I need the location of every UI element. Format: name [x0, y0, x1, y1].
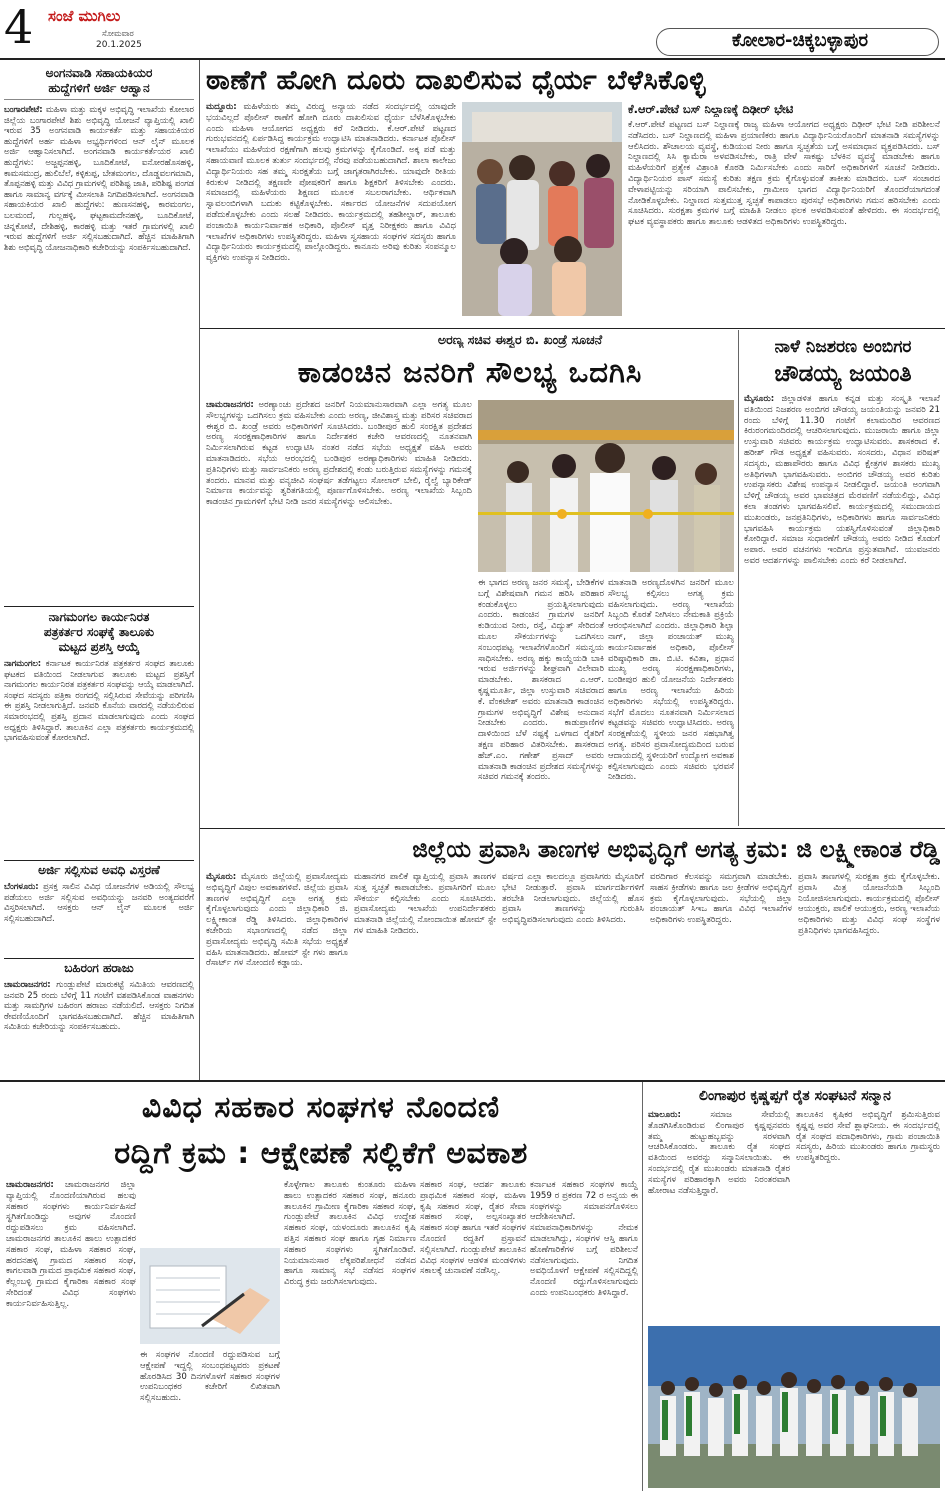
coop-headline-2: ರದ್ದಿಗೆ ಕ್ರಮ : ಆಕ್ಷೇಪಣೆ ಸಲ್ಲಿಕೆಗೆ ಅವಕಾಶ	[114, 1136, 528, 1171]
sidebar-notice-3	[4, 863, 194, 955]
tourism-col-5: ಪ್ರವಾಸಿ ತಾಣಗಳಲ್ಲಿ ಸುರಕ್ಷತಾ ಕ್ರಮ ಕೈಗೊಳ್ಳಬೇಕು. ಪ್ರವಾಸಿ ಮಿತ್ರ ಯೋಜನೆಯಡಿ ಸಿಬ್ಬಂದಿ ನಿಯೋಜಿಸಲಾಗುವುದು. ಕಾರ್ಯಕ್ರಮದಲ್ಲಿ ಪೊಲೀಸ್ ಆಯುಕ್ತರು, ಪಾಲಿಕೆ ಆಯುಕ್ತರು, ಅರಣ್ಯ ಇಲಾಖೆಯ ಅಧಿಕಾರಿಗಳು ಮತ್ತು ವಿವಿಧ ಸಂಘ ಸಂಸ್ಥೆಗಳ ಪ್ರತಿನಿಧಿಗಳು ಭಾಗವಹಿಸಿದ್ದರು.	[798, 872, 940, 936]
sidebar-notice-1	[4, 64, 194, 604]
notice-body-3: ಬೆಂಗಳೂರು: ಪ್ರಸಕ್ತ ಸಾಲಿನ ವಿವಿಧ ಯೋಜನೆಗಳ ಅಡಿಯಲ್ಲಿ ಸೌಲಭ್ಯ ಪಡೆಯಲು ಅರ್ಜಿ ಸಲ್ಲಿಸುವ ಅವಧಿಯನ್ನು ಜನವರಿ ಅಂತ್ಯದವರೆಗೆ ವಿಸ್ತರಿಸಲಾಗಿದೆ. ಆಸಕ್ತರು ಆನ್ ಲೈನ್ ಮೂಲಕ ಅರ್ಜಿ ಸಲ್ಲಿಸಬಹುದಾಗಿದೆ.	[4, 881, 194, 923]
police-photo	[462, 102, 622, 316]
police-side-body: ಕೆ.ಆರ್.ಪೇಟೆ ಪಟ್ಟಣದ ಬಸ್ ನಿಲ್ದಾಣಕ್ಕೆ ರಾಜ್ಯ ಮಹಿಳಾ ಆಯೋಗದ ಅಧ್ಯಕ್ಷರು ದಿಢೀರ್ ಭೇಟಿ ನೀಡಿ ಪರಿಶೀಲನೆ ನಡೆಸಿದರು. ಬಸ್ ನಿಲ್ದಾಣದಲ್ಲಿ ಮಹಿಳಾ ಪ್ರಯಾಣಿಕರು ಹಾಗೂ ವಿದ್ಯಾರ್ಥಿನಿಯರೊಂದಿಗೆ ಮಾತನಾಡಿ ಸಮಸ್ಯೆಗಳನ್ನು ಆಲಿಸಿದರು. ಶೌಚಾಲಯ ವ್ಯವಸ್ಥೆ, ಕುಡಿಯುವ ನೀರು ಹಾಗೂ ಸ್ವಚ್ಛತೆಯ ಬಗ್ಗೆ ಅಸಮಾಧಾನ ವ್ಯಕ್ತಪಡಿಸಿದರು. ಬಸ್ ನಿಲ್ದಾಣದಲ್ಲಿ ಸಿಸಿ ಕ್ಯಾಮೆರಾ ಅಳವಡಿಸಬೇಕು, ರಾತ್ರಿ ವೇಳೆ ಸಾಕಷ್ಟು ಬೆಳಕಿನ ವ್ಯವಸ್ಥೆ ಮಾಡಬೇಕು ಹಾಗೂ ಮಹಿಳೆಯರಿಗೆ ಪ್ರತ್ಯೇಕ ವಿಶ್ರಾಂತಿ ಕೊಠಡಿ ನಿರ್ಮಿಸಬೇಕು ಎಂದು ಸಾರಿಗೆ ಅಧಿಕಾರಿಗಳಿಗೆ ಸೂಚನೆ ನೀಡಿದರು. ವಿದ್ಯಾರ್ಥಿನಿಯರ ಪಾಸ್ ಸಮಸ್ಯೆ ಕುರಿತು ತಕ್ಷಣ ಕ್ರಮ ಕೈಗೊಳ್ಳುವಂತೆ ತಾಕೀತು ಮಾಡಿದರು. ಬಸ್ ಸಂಚಾರದ ವೇಳಾಪಟ್ಟಿಯನ್ನು ಸರಿಯಾಗಿ ಪಾಲಿಸಬೇಕು, ಗ್ರಾಮೀಣ ಭಾಗದ ವಿದ್ಯಾರ್ಥಿನಿಯರಿಗೆ ತೊಂದರೆಯಾಗದಂತೆ ನೋಡಿಕೊಳ್ಳಬೇಕು. ನಿಲ್ದಾಣದ ಸುತ್ತಮುತ್ತ ಸ್ವಚ್ಛತೆ ಕಾಪಾಡಲು ಪುರಸಭೆ ಅಧಿಕಾರಿಗಳು ಗಮನ ಹರಿಸಬೇಕು ಎಂದು ಸೂಚಿಸಿದರು. ಸುರಕ್ಷತಾ ಕ್ರಮಗಳ ಬಗ್ಗೆ ಮಾಹಿತಿ ನೀಡಲು ಫಲಕ ಅಳವಡಿಸುವಂತೆ ಹೇಳಿದರು. ಈ ಸಂದರ್ಭದಲ್ಲಿ ಘಟಕ ವ್ಯವಸ್ಥಾಪಕರು ಹಾಗೂ ತಾಲೂಕು ಆಡಳಿತದ ಅಧಿಕಾರಿಗಳು ಉಪಸ್ಥಿತರಿದ್ದರು.	[628, 120, 940, 228]
forest-photo	[478, 400, 734, 572]
forest-col-3: ಮಾತನಾಡಿ ಅರಣ್ಯದೊಳಗಿನ ಜನರಿಗೆ ಮೂಲ ಸೌಲಭ್ಯ ಕಲ್ಪಿಸಲು ಅಗತ್ಯ ಕ್ರಮ ವಹಿಸಲಾಗುವುದು. ಅರಣ್ಯ ಇಲಾಖೆಯ ಸಿಬ್ಬಂದಿ ಕೊರತೆ ನೀಗಿಸಲು ನೇಮಕಾತಿ ಪ್ರಕ್ರಿಯೆ ಆರಂಭಿಸಲಾಗಿದೆ ಎಂದರು. ಜಿಲ್ಲಾಧಿಕಾರಿ ಶಿಲ್ಪಾ ನಾಗ್, ಜಿಲ್ಲಾ ಪಂಚಾಯತ್ ಮುಖ್ಯ ಕಾರ್ಯನಿರ್ವಾಹಕ ಅಧಿಕಾರಿ, ಪೊಲೀಸ್ ವರಿಷ್ಠಾಧಿಕಾರಿ ಡಾ. ಬಿ.ಟಿ. ಕವಿತಾ, ಪ್ರಧಾನ ಮುಖ್ಯ ಅರಣ್ಯ ಸಂರಕ್ಷಣಾಧಿಕಾರಿಗಳು, ಬಂಡೀಪುರ ಹುಲಿ ಯೋಜನೆಯ ನಿರ್ದೇಶಕರು ಹಾಗೂ ಅರಣ್ಯ ಇಲಾಖೆಯ ಹಿರಿಯ ಅಧಿಕಾರಿಗಳು ಸಭೆಯಲ್ಲಿ ಉಪಸ್ಥಿತರಿದ್ದರು. ಸಭೆಗೆ ಮೊದಲು ನೂತನವಾಗಿ ನಿರ್ಮಿಸಲಾದ ಕಟ್ಟಡವನ್ನು ಸಚಿವರು ಉದ್ಘಾಟಿಸಿದರು. ಅರಣ್ಯ ಸಂರಕ್ಷಣೆಯಲ್ಲಿ ಸ್ಥಳೀಯ ಜನರ ಸಹಭಾಗಿತ್ವ ಅಗತ್ಯ. ಪರಿಸರ ಪ್ರವಾಸೋದ್ಯಮದಿಂದ ಬರುವ ಆದಾಯದಲ್ಲಿ ಸ್ಥಳೀಯರಿಗೆ ಉದ್ಯೋಗ ಅವಕಾಶ ಕಲ್ಪಿಸಲಾಗುವುದು ಎಂದು ಸಚಿವರು ಭರವಸೆ ನೀಡಿದರು.	[608, 578, 734, 783]
forest-kicker: ಅರಣ್ಯ ಸಚಿವ ಈಶ್ವರ ಬಿ. ಖಂಡ್ರೆ ಸೂಚನೆ	[437, 332, 603, 347]
page-number: 4	[4, 0, 34, 54]
event-crowd-photo	[462, 102, 622, 316]
police-body: ಮದ್ದೂರು: ಮಹಿಳೆಯರು ತಮ್ಮ ವಿರುದ್ಧ ಅನ್ಯಾಯ ನಡೆದ ಸಂದರ್ಭದಲ್ಲಿ ಯಾವುದೇ ಭಯವಿಲ್ಲದೆ ಪೊಲೀಸ್ ಠಾಣೆಗೆ ಹೋಗಿ ದೂರು ದಾಖಲಿಸುವ ಧೈರ್ಯ ಬೆಳೆಸಿಕೊಳ್ಳಬೇಕು ಎಂದು ಮಹಿಳಾ ಆಯೋಗದ ಅಧ್ಯಕ್ಷರು ಕರೆ ನೀಡಿದರು. ಕೆ.ಆರ್.ಪೇಟೆ ಪಟ್ಟಣದ ಗುರುಭವನದಲ್ಲಿ ಏರ್ಪಡಿಸಿದ್ದ ಕಾರ್ಯಕ್ರಮ ಉದ್ಘಾಟಿಸಿ ಮಾತನಾಡಿದರು. ಕರ್ನಾಟಕ ಪೊಲೀಸ್ ಇಲಾಖೆಯು ಮಹಿಳೆಯರ ರಕ್ಷಣೆಗಾಗಿ ಹಲವು ಕ್ರಮಗಳನ್ನು ಕೈಗೊಂಡಿದೆ. ಅಕ್ಕ ಪಡೆ ಮತ್ತು ಸಹಾಯವಾಣಿ ಮೂಲಕ ತುರ್ತು ಸಂದರ್ಭದಲ್ಲಿ ನೆರವು ಪಡೆಯಬಹುದಾಗಿದೆ. ಶಾಲಾ ಕಾಲೇಜು ವಿದ್ಯಾರ್ಥಿನಿಯರು ಸಹ ತಮ್ಮ ಸುರಕ್ಷತೆಯ ಬಗ್ಗೆ ಜಾಗೃತರಾಗಿರಬೇಕು. ಯಾವುದೇ ರೀತಿಯ ಕಿರುಕುಳ ನೀಡಿದಲ್ಲಿ ತಕ್ಷಣವೇ ಪೋಷಕರಿಗೆ ಹಾಗೂ ಶಿಕ್ಷಕರಿಗೆ ತಿಳಿಸಬೇಕು ಎಂದರು. ಸಮಾಜದಲ್ಲಿ ಮಹಿಳೆಯರು ಶಿಕ್ಷಣದ ಮೂಲಕ ಸಬಲರಾಗಬೇಕು. ಆರ್ಥಿಕವಾಗಿ ಸ್ವಾವಲಂಬಿಗಳಾಗಿ ಬದುಕು ಕಟ್ಟಿಕೊಳ್ಳಬೇಕು. ಸರ್ಕಾರದ ಯೋಜನೆಗಳ ಸದುಪಯೋಗ ಪಡೆದುಕೊಳ್ಳಬೇಕು ಎಂದು ಸಲಹೆ ನೀಡಿದರು. ಕಾರ್ಯಕ್ರಮದಲ್ಲಿ ತಹಶೀಲ್ದಾರ್, ತಾಲೂಕು ಪಂಚಾಯಿತಿ ಕಾರ್ಯನಿರ್ವಾಹಕ ಅಧಿಕಾರಿ, ಪೊಲೀಸ್ ವೃತ್ತ ನಿರೀಕ್ಷಕರು ಹಾಗೂ ವಿವಿಧ ಇಲಾಖೆಗಳ ಅಧಿಕಾರಿಗಳು ಉಪಸ್ಥಿತರಿದ್ದರು. ಮಹಿಳಾ ಸ್ವಸಹಾಯ ಸಂಘಗಳ ಸದಸ್ಯರು ಹಾಗೂ ವಿದ್ಯಾರ್ಥಿನಿಯರು ಕಾರ್ಯಕ್ರಮದಲ್ಲಿ ಪಾಲ್ಗೊಂಡಿದ್ದರು. ಕಾನೂನು ಅರಿವು ಕುರಿತು ಸಂಪನ್ಮೂಲ ವ್ಯಕ್ತಿಗಳು ಉಪನ್ಯಾಸ ನೀಡಿದರು.	[206, 102, 456, 264]
tourism-col-4: ವರದಿಗಾರ ಕೆಲಸವನ್ನು ಸಮಗ್ರವಾಗಿ ಮಾಡಬೇಕು. ಸಾಹಸ ಕ್ರೀಡೆಗಳು ಹಾಗೂ ಜಲ ಕ್ರೀಡೆಗಳ ಅಭಿವೃದ್ಧಿಗೆ ಕ್ರಮ ಕೈಗೊಳ್ಳಲಾಗುವುದು. ಸಭೆಯಲ್ಲಿ ಜಿಲ್ಲಾ ಪಂಚಾಯತ್ ಸಿಇಒ ಹಾಗೂ ವಿವಿಧ ಇಲಾಖೆಗಳ ಅಧಿಕಾರಿಗಳು ಉಪಸ್ಥಿತರಿದ್ದರು.	[650, 872, 792, 926]
logo-text: ಸಂಜೆ ಮುಗಿಲು	[48, 7, 121, 25]
chowdaiah-headline-2: ಚೌಡಯ್ಯ ಜಯಂತಿ	[774, 361, 912, 387]
notice-body-2: ನಾಗಮಂಗಲ: ಕರ್ನಾಟಕ ಕಾರ್ಯನಿರತ ಪತ್ರಕರ್ತರ ಸಂಘದ ತಾಲೂಕು ಘಟಕದ ವತಿಯಿಂದ ನೀಡಲಾಗುವ ತಾಲೂಕು ಮಟ್ಟದ ಪ್ರಶಸ್ತಿಗೆ ನಾಗಮಂಗಲ ಕಾರ್ಯನಿರತ ಪತ್ರಕರ್ತರ ಸಂಘವನ್ನು ಆಯ್ಕೆ ಮಾಡಲಾಗಿದೆ. ಸಂಘದ ಸದಸ್ಯರು ಪತ್ರಿಕಾ ರಂಗದಲ್ಲಿ ಸಲ್ಲಿಸಿರುವ ಸೇವೆಯನ್ನು ಪರಿಗಣಿಸಿ ಈ ಪ್ರಶಸ್ತಿ ನೀಡಲಾಗುತ್ತಿದೆ. ಜನವರಿ ಕೊನೆಯ ವಾರದಲ್ಲಿ ನಡೆಯಲಿರುವ ಸಮಾರಂಭದಲ್ಲಿ ಪ್ರಶಸ್ತಿ ಪ್ರದಾನ ಮಾಡಲಾಗುವುದು ಎಂದು ಸಂಘದ ಅಧ್ಯಕ್ಷರು ತಿಳಿಸಿದ್ದಾರೆ. ತಾಲೂಕಿನ ಎಲ್ಲಾ ಪತ್ರಕರ್ತರು ಕಾರ್ಯಕ್ರಮದಲ್ಲಿ ಭಾಗವಹಿಸುವಂತೆ ಕೋರಲಾಗಿದೆ.	[4, 658, 194, 743]
forest-col-1: ಚಾಮರಾಜನಗರ: ಅರಣ್ಯಾಂಚು ಪ್ರದೇಶದ ಜನರಿಗೆ ನಿಯಮಾನುಸಾರವಾಗಿ ಎಲ್ಲಾ ಅಗತ್ಯ ಮೂಲ ಸೌಲಭ್ಯಗಳನ್ನು ಒದಗಿಸಲು ಕ್ರಮ ವಹಿಸಬೇಕು ಎಂದು ಅರಣ್ಯ, ಜೀವಿಶಾಸ್ತ್ರ ಮತ್ತು ಪರಿಸರ ಸಚಿವರಾದ ಈಶ್ವರ ಬಿ. ಖಂಡ್ರೆ ಅವರು ಅಧಿಕಾರಿಗಳಿಗೆ ಸೂಚಿಸಿದರು. ಬಂಡೀಪುರ ಹುಲಿ ಸಂರಕ್ಷಿತ ಪ್ರದೇಶದ ಅರಣ್ಯ ಸಂರಕ್ಷಣಾಧಿಕಾರಿಗಳ ಹಾಗೂ ನಿರ್ದೇಶಕರ ಕಚೇರಿ ಆವರಣದಲ್ಲಿ ನೂತನವಾಗಿ ನಿರ್ಮಿಸಲಾಗಿರುವ ಕಟ್ಟಡ ಉದ್ಘಾಟಿಸಿ ನಂತರ ನಡೆದ ಸಭೆಯ ಅಧ್ಯಕ್ಷತೆ ವಹಿಸಿ ಅವರು ಮಾತನಾಡಿದರು. ಸಭೆಯ ಆರಂಭದಲ್ಲಿ ಬಂಡಿಪುರ ಅರಣ್ಯಾಧಿಕಾರಿಗಳು ಮಾಹಿತಿ ನೀಡಿದರು. ಪ್ರತಿನಿಧಿಗಳು ಮತ್ತು ಸಾರ್ವಜನಿಕರು ಅರಣ್ಯ ಪ್ರದೇಶದಲ್ಲಿ ಕಂಡು ಬರುತ್ತಿರುವ ಸಮಸ್ಯೆಗಳನ್ನು ಗಮನಕ್ಕೆ ತಂದರು. ಮಾನವ ಮತ್ತು ವನ್ಯಜೀವಿ ಸಂಘರ್ಷ ತಡೆಗಟ್ಟಲು ಸೋಲಾರ್ ಬೇಲಿ, ರೈಲ್ವೆ ಬ್ಯಾರಿಕೇಡ್ ನಿರ್ಮಾಣ ಕಾರ್ಯವನ್ನು ತ್ವರಿತಗತಿಯಲ್ಲಿ ಪೂರ್ಣಗೊಳಿಸಬೇಕು. ಅರಣ್ಯ ಇಲಾಖೆಯ ಸಿಬ್ಬಂದಿ ಕಾಡಂಚಿನ ಗ್ರಾಮಗಳಿಗೆ ಭೇಟಿ ನೀಡಿ ಜನರ ಸಮಸ್ಯೆಗಳನ್ನು ಆಲಿಸಬೇಕು.	[206, 400, 472, 508]
section-title: ಕೋಲಾರ-ಚಿಕ್ಕಬಳ್ಳಾಪುರ	[731, 30, 869, 51]
writing-hand-photo	[140, 1248, 280, 1344]
notice-title-2a: ನಾಗಮಂಗಲ ಕಾರ್ಯನಿರತ	[48, 610, 150, 624]
tourism-headline: ಜಿಲ್ಲೆಯ ಪ್ರವಾಸಿ ತಾಣಗಳ ಅಭಿವೃದ್ಧಿಗೆ ಅಗತ್ಯ ಕ್ರಮ: ಜಿ ಲಕ್ಷ್ಮೀಕಾಂತ ರೆಡ್ಡಿ	[412, 837, 940, 863]
police-side-title: ಕೆ.ಆರ್.ಪೇಟೆ ಬಸ್ ನಿಲ್ದಾಣಕ್ಕೆ ದಿಢೀರ್ ಭೇಟಿ	[628, 102, 794, 116]
notice-body-1: ಬಂಗಾರಪೇಟೆ: ಮಹಿಳಾ ಮತ್ತು ಮಕ್ಕಳ ಅಭಿವೃದ್ಧಿ ಇಲಾಖೆಯ ಕೋಲಾರ ಜಿಲ್ಲೆಯ ಬಂಗಾರಪೇಟೆ ಶಿಶು ಅಭಿವೃದ್ಧಿ ಯೋಜನೆ ವ್ಯಾಪ್ತಿಯಲ್ಲಿ ಖಾಲಿ ಇರುವ 35 ಅಂಗನವಾಡಿ ಕಾರ್ಯಕರ್ತೆ ಮತ್ತು ಸಹಾಯಕಿಯರ ಹುದ್ದೆಗಳಿಗೆ ಅರ್ಹ ಮಹಿಳಾ ಅಭ್ಯರ್ಥಿಗಳಿಂದ ಆನ್ ಲೈನ್ ಮೂಲಕ ಅರ್ಜಿ ಆಹ್ವಾನಿಸಲಾಗಿದೆ. ಅಂಗನವಾಡಿ ಕಾರ್ಯಕರ್ತೆಯರ ಖಾಲಿ ಹುದ್ದೆಗಳು: ಅಜ್ಜಪ್ಪನಹಳ್ಳಿ, ಬೂದಿಕೋಟೆ, ಐನೋರಹೊಸಹಳ್ಳಿ, ಕಾಮಸಮುದ್ರ, ಹುಲಿಬೆಲೆ, ಕಳ್ಳಿಕುಪ್ಪ, ಬೇತಮಂಗಲ, ದೊಡ್ಡವಲಗಮಾದಿ, ತೊಪ್ಪನಹಳ್ಳಿ ಮತ್ತು ವಿವಿಧ ಗ್ರಾಮಗಳಲ್ಲಿ ಪರಿಶಿಷ್ಟ ಜಾತಿ, ಪರಿಶಿಷ್ಟ ಪಂಗಡ ಹಾಗೂ ಸಾಮಾನ್ಯ ವರ್ಗಕ್ಕೆ ಮೀಸಲಾತಿ ನಿಗದಿಪಡಿಸಲಾಗಿದೆ. ಅಂಗನವಾಡಿ ಸಹಾಯಕಿಯರ ಖಾಲಿ ಹುದ್ದೆಗಳು: ಹುಣಸನಹಳ್ಳಿ, ಕಾರಮಂಗಲ, ಬಲಮಂದೆ, ಗುಲ್ಲಹಳ್ಳಿ, ಘಟ್ಟಕಾಮದೇನಹಳ್ಳಿ, ಬೂದಿಕೋಟೆ, ಚಿನ್ನಕೋಟೆ, ದೇಶಿಹಳ್ಳಿ, ಕಾರಹಳ್ಳಿ ಮತ್ತು ಇತರೆ ಗ್ರಾಮಗಳಲ್ಲಿ ಖಾಲಿ ಇರುವ ಹುದ್ದೆಗಳಿಗೆ ಅರ್ಜಿ ಸಲ್ಲಿಸಬಹುದಾಗಿದೆ. ಹೆಚ್ಚಿನ ಮಾಹಿತಿಗಾಗಿ ಶಿಶು ಅಭಿವೃದ್ಧಿ ಯೋಜನಾಧಿಕಾರಿ ಕಚೇರಿಯನ್ನು ಸಂಪರ್ಕಿಸಬಹುದಾಗಿದೆ.	[4, 104, 194, 252]
issue-date: 20.1.2025	[96, 40, 142, 50]
police-side-box	[628, 102, 940, 324]
tourism-col-1: ಮೈಸೂರು: ಮೈಸೂರು ಜಿಲ್ಲೆಯಲ್ಲಿ ಪ್ರವಾಸೋದ್ಯಮ ಅಭಿವೃದ್ಧಿಗೆ ವಿಪುಲ ಅವಕಾಶಗಳಿವೆ. ಜಿಲ್ಲೆಯ ಪ್ರವಾಸಿ ತಾಣಗಳ ಅಭಿವೃದ್ಧಿಗೆ ಎಲ್ಲಾ ಅಗತ್ಯ ಕ್ರಮ ಕೈಗೊಳ್ಳಲಾಗುವುದು ಎಂದು ಜಿಲ್ಲಾಧಿಕಾರಿ ಜಿ. ಲಕ್ಷ್ಮೀಕಾಂತ ರೆಡ್ಡಿ ತಿಳಿಸಿದರು. ಜಿಲ್ಲಾಧಿಕಾರಿಗಳ ಕಚೇರಿಯ ಸಭಾಂಗಣದಲ್ಲಿ ನಡೆದ ಜಿಲ್ಲಾ ಪ್ರವಾಸೋದ್ಯಮ ಅಭಿವೃದ್ಧಿ ಸಮಿತಿ ಸಭೆಯ ಅಧ್ಯಕ್ಷತೆ ವಹಿಸಿ ಮಾತನಾಡಿದರು. ಹೋಮ್ ಸ್ಟೇ ಗಳು ಹಾಗೂ ರೆಸಾರ್ಟ್ ಗಳ ನೋಂದಣಿ ಕಡ್ಡಾಯ.	[206, 872, 348, 969]
ribbon-cutting-photo	[478, 400, 734, 572]
chowdaiah-body: ಮೈಸೂರು: ಜಿಲ್ಲಾಡಳಿತ ಹಾಗೂ ಕನ್ನಡ ಮತ್ತು ಸಂಸ್ಕೃತಿ ಇಲಾಖೆ ವತಿಯಿಂದ ನಿಜಶರಣ ಅಂಬಿಗರ ಚೌಡಯ್ಯ ಜಯಂತಿಯನ್ನು ಜನವರಿ 21 ರಂದು ಬೆಳಿಗ್ಗೆ 11.30 ಗಂಟೆಗೆ ಕಲಾಮಂದಿರ ಆವರಣದ ಕಿರುರಂಗಮಂದಿರದಲ್ಲಿ ಆಚರಿಸಲಾಗುವುದು. ಮುಜರಾಯಿ ಹಾಗೂ ಜಿಲ್ಲಾ ಉಸ್ತುವಾರಿ ಸಚಿವರು ಕಾರ್ಯಕ್ರಮ ಉದ್ಘಾಟಿಸುವರು. ಶಾಸಕರಾದ ಕೆ. ಹರೀಶ್ ಗೌಡ ಅಧ್ಯಕ್ಷತೆ ವಹಿಸುವರು. ಸಂಸದರು, ವಿಧಾನ ಪರಿಷತ್ ಸದಸ್ಯರು, ಮಹಾಪೌರರು ಹಾಗೂ ವಿವಿಧ ಕ್ಷೇತ್ರಗಳ ಶಾಸಕರು ಮುಖ್ಯ ಅತಿಥಿಗಳಾಗಿ ಭಾಗವಹಿಸುವರು. ಅಂಬಿಗರ ಚೌಡಯ್ಯ ಅವರ ಕುರಿತು ಉಪನ್ಯಾಸಕರು ವಿಶೇಷ ಉಪನ್ಯಾಸ ನೀಡಲಿದ್ದಾರೆ. ಜಯಂತಿ ಅಂಗವಾಗಿ ಬೆಳಿಗ್ಗೆ ಚೌಡಯ್ಯ ಅವರ ಭಾವಚಿತ್ರದ ಮೆರವಣಿಗೆ ನಡೆಯಲಿದ್ದು, ವಿವಿಧ ಕಲಾ ತಂಡಗಳು ಭಾಗವಹಿಸಲಿವೆ. ಕಾರ್ಯಕ್ರಮದಲ್ಲಿ ಸಮುದಾಯದ ಮುಖಂಡರು, ಜನಪ್ರತಿನಿಧಿಗಳು, ಅಧಿಕಾರಿಗಳು ಹಾಗೂ ಸಾರ್ವಜನಿಕರು ಭಾಗವಹಿಸಿ ಕಾರ್ಯಕ್ರಮ ಯಶಸ್ವಿಗೊಳಿಸುವಂತೆ ಜಿಲ್ಲಾಧಿಕಾರಿ ಕೋರಿದ್ದಾರೆ. ಸಮಾಜ ಸುಧಾರಣೆಗೆ ಚೌಡಯ್ಯ ಅವರು ನೀಡಿದ ಕೊಡುಗೆ ಅಪಾರ. ಅವರ ವಚನಗಳು ಇಂದಿಗೂ ಪ್ರಸ್ತುತವಾಗಿವೆ. ಯುವಜನರು ಅವರ ಆದರ್ಶಗಳನ್ನು ಪಾಲಿಸಬೇಕು ಎಂದು ಕರೆ ನೀಡಲಾಗಿದೆ.	[744, 394, 940, 566]
notice-title-1a: ಅಂಗನವಾಡಿ ಸಹಾಯಕಿಯರ	[45, 66, 153, 80]
notice-title-3: ಅರ್ಜಿ ಸಲ್ಲಿಸುವ ಅವಧಿ ವಿಸ್ತರಣೆ	[38, 863, 160, 877]
farmers-col-1: ಮಾಲೂರು: ಸಮಾಜ ಸೇವೆಯಲ್ಲಿ ತೊಡಗಿಸಿಕೊಂಡಿರುವ ಲಿಂಗಾಪುರ ಕೃಷ್ಣಪ್ಪನವರು ತಮ್ಮ ಹುಟ್ಟುಹಬ್ಬವನ್ನು ಸರಳವಾಗಿ ಆಚರಿಸಿಕೊಂಡರು. ತಾಲೂಕು ರೈತ ಸಂಘದ ವತಿಯಿಂದ ಅವರನ್ನು ಸನ್ಮಾನಿಸಲಾಯಿತು. ಈ ಸಂದರ್ಭದಲ್ಲಿ ರೈತ ಮುಖಂಡರು ಮಾತನಾಡಿ ರೈತರ ಸಮಸ್ಯೆಗಳ ಪರಿಹಾರಕ್ಕಾಗಿ ಅವರು ನಿರಂತರವಾಗಿ ಹೋರಾಟ ನಡೆಸುತ್ತಿದ್ದಾರೆ.	[648, 1110, 790, 1196]
issue-day: ಸೋಮವಾರ	[102, 29, 134, 38]
chowdaiah-headline-1: ನಾಳೆ ನಿಜಶರಣ ಅಂಬಿಗರ	[774, 337, 912, 357]
sidebar-notice-4	[4, 961, 194, 1079]
forest-headline: ಕಾಡಂಚಿನ ಜನರಿಗೆ ಸೌಲಭ್ಯ ಒದಗಿಸಿ	[297, 355, 643, 389]
masthead	[0, 0, 945, 60]
coop-col-4: ಕರ್ನಾಟಕ ಸಹಕಾರ ಸಂಘಗಳ ಕಾಯ್ದೆ 1959 ರ ಪ್ರಕರಣ 72 ರ ಅನ್ವಯ ಈ ಸಂಘಗಳನ್ನು ಸಮಾಪನಗೊಳಿಸಲು ಆದೇಶಿಸಲಾಗಿದೆ. ಸಮಾಪನಾಧಿಕಾರಿಗಳನ್ನು ನೇಮಕ ಮಾಡಲಾಗಿದ್ದು, ಸಂಘಗಳ ಆಸ್ತಿ ಹಾಗೂ ಹೊಣೆಗಾರಿಕೆಗಳ ಬಗ್ಗೆ ಪರಿಶೀಲನೆ ನಡೆಸಲಾಗುವುದು. ನಿಗದಿತ ಅವಧಿಯೊಳಗೆ ಆಕ್ಷೇಪಣೆ ಸಲ್ಲಿಸದಿದ್ದಲ್ಲಿ ನೊಂದಣಿ ರದ್ದುಗೊಳಿಸಲಾಗುವುದು ಎಂದು ಉಪನಿಬಂಧಕರು ತಿಳಿಸಿದ್ದಾರೆ.	[530, 1180, 638, 1298]
coop-col-2: ಕೊಳ್ಳೇಗಾಲ ತಾಲೂಕು ಕುಂತೂರು ಮಹಿಳಾ ಹಾಲು ಉತ್ಪಾದಕರ ಸಹಕಾರ ಸಂಘ, ಹನೂರು ತಾಲೂಕಿನ ಗ್ರಾಮೀಣ ಕೈಗಾರಿಕಾ ಸಹಕಾರ ಸಂಘ, ಗುಂಡ್ಲುಪೇಟೆ ತಾಲೂಕಿನ ವಿವಿಧ ಉದ್ದೇಶ ಸಹಕಾರ ಸಂಘ, ಯಳಂದೂರು ತಾಲೂಕಿನ ಕೃಷಿ ಪತ್ತಿನ ಸಹಕಾರ ಸಂಘ ಹಾಗೂ ಗೃಹ ನಿರ್ಮಾಣ ಸಹಕಾರ ಸಂಘಗಳು ಸ್ಥಗಿತಗೊಂಡಿವೆ. ನಿಯಮಾನುಸಾರ ಲೆಕ್ಕಪರಿಶೋಧನೆ ನಡೆಸದ ಹಾಗೂ ಸಾಮಾನ್ಯ ಸಭೆ ನಡೆಸದ ಸಂಘಗಳ ವಿರುದ್ಧ ಕ್ರಮ ಜರುಗಿಸಲಾಗುವುದು.	[284, 1180, 416, 1288]
notice-title-2b: ಪತ್ರಕರ್ತರ ಸಂಘಕ್ಕೆ ತಾಲೂಕು	[43, 625, 155, 639]
logo	[48, 6, 168, 26]
sidebar	[0, 60, 198, 1080]
notice-title-4: ಬಹಿರಂಗ ಹರಾಜು	[64, 961, 134, 975]
tourism-col-2: ಮಹಾನಗರ ಪಾಲಿಕೆ ವ್ಯಾಪ್ತಿಯಲ್ಲಿ ಪ್ರವಾಸಿ ತಾಣಗಳ ಸುತ್ತ ಸ್ವಚ್ಛತೆ ಕಾಪಾಡಬೇಕು. ಪ್ರವಾಸಿಗರಿಗೆ ಮೂಲ ಸೌಕರ್ಯ ಕಲ್ಪಿಸಬೇಕು ಎಂದು ಸೂಚಿಸಿದರು. ಪ್ರವಾಸೋದ್ಯಮ ಇಲಾಖೆಯ ಉಪನಿರ್ದೇಶಕರು ಮಾತನಾಡಿ ಜಿಲ್ಲೆಯಲ್ಲಿ ನೋಂದಾಯಿತ ಹೋಮ್ ಸ್ಟೇ ಗಳ ಮಾಹಿತಿ ನೀಡಿದರು.	[354, 872, 496, 936]
coop-col-1b: ಈ ಸಂಘಗಳ ನೊಂದಣಿ ರದ್ದುಪಡಿಸುವ ಬಗ್ಗೆ ಆಕ್ಷೇಪಣೆ ಇದ್ದಲ್ಲಿ ಸಂಬಂಧಪಟ್ಟವರು ಪ್ರಕಟಣೆ ಹೊರಡಿಸಿದ 30 ದಿನಗಳೊಳಗೆ ಸಹಕಾರ ಸಂಘಗಳ ಉಪನಿಬಂಧಕರ ಕಚೇರಿಗೆ ಲಿಖಿತವಾಗಿ ಸಲ್ಲಿಸಬಹುದು.	[140, 1350, 280, 1404]
notice-body-4: ಚಾಮರಾಜನಗರ: ಗುಂಡ್ಲುಪೇಟೆ ಮಾರುಕಟ್ಟೆ ಸಮಿತಿಯ ಆವರಣದಲ್ಲಿ ಜನವರಿ 25 ರಂದು ಬೆಳಿಗ್ಗೆ 11 ಗಂಟೆಗೆ ವಶಪಡಿಸಿಕೊಂಡ ವಾಹನಗಳು ಮತ್ತು ಸಾಮಗ್ರಿಗಳ ಬಹಿರಂಗ ಹರಾಜು ನಡೆಯಲಿದೆ. ಆಸಕ್ತರು ನಿಗದಿತ ಠೇವಣಿಯೊಂದಿಗೆ ಭಾಗವಹಿಸಬಹುದಾಗಿದೆ. ಹೆಚ್ಚಿನ ಮಾಹಿತಿಗಾಗಿ ಸಮಿತಿಯ ಕಚೇರಿಯನ್ನು ಸಂಪರ್ಕಿಸಬಹುದು.	[4, 979, 194, 1032]
farmers-col-2: ತಾಲೂಕಿನ ಕೃಷಿಕರ ಅಭಿವೃದ್ಧಿಗೆ ಶ್ರಮಿಸುತ್ತಿರುವ ಕೃಷ್ಣಪ್ಪ ಅವರ ಸೇವೆ ಶ್ಲಾಘನೀಯ. ಈ ಸಂದರ್ಭದಲ್ಲಿ ರೈತ ಸಂಘದ ಪದಾಧಿಕಾರಿಗಳು, ಗ್ರಾಮ ಪಂಚಾಯಿತಿ ಸದಸ್ಯರು, ಹಿರಿಯ ಮುಖಂಡರು ಹಾಗೂ ಗ್ರಾಮಸ್ಥರು ಉಪಸ್ಥಿತರಿದ್ದರು.	[796, 1110, 940, 1164]
notice-title-2c: ಮಟ್ಟದ ಪ್ರಶಸ್ತಿ ಆಯ್ಕೆ	[58, 640, 140, 654]
farmers-photo	[648, 1326, 940, 1488]
sidebar-notice-2	[4, 610, 194, 858]
farmers-headline: ಲಿಂಗಾಪುರ ಕೃಷ್ಣಪ್ಪಗೆ ರೈತ ಸಂಘಟನೆ ಸನ್ಮಾನ	[699, 1088, 891, 1104]
forest-col-2: ಈ ಭಾಗದ ಅರಣ್ಯ ಜನರ ಸಮಸ್ಯೆ, ಬೇಡಿಕೆಗಳ ಬಗ್ಗೆ ವಿಶೇಷವಾಗಿ ಗಮನ ಹರಿಸಿ ಪರಿಹಾರ ಕಂಡುಕೊಳ್ಳಲು ಪ್ರಯತ್ನಿಸಲಾಗುವುದು ಎಂದರು. ಕಾಡಂಚಿನ ಗ್ರಾಮಗಳ ಜನರಿಗೆ ಕುಡಿಯುವ ನೀರು, ರಸ್ತೆ, ವಿದ್ಯುತ್ ಸೇರಿದಂತೆ ಮೂಲ ಸೌಕರ್ಯಗಳನ್ನು ಒದಗಿಸಲು ಸಂಬಂಧಪಟ್ಟ ಇಲಾಖೆಗಳೊಂದಿಗೆ ಸಮನ್ವಯ ಸಾಧಿಸಬೇಕು. ಅರಣ್ಯ ಹಕ್ಕು ಕಾಯ್ದೆಯಡಿ ಬಾಕಿ ಇರುವ ಅರ್ಜಿಗಳನ್ನು ಶೀಘ್ರವಾಗಿ ವಿಲೇವಾರಿ ಮಾಡಬೇಕು. ಶಾಸಕರಾದ ಎ.ಆರ್. ಕೃಷ್ಣಮೂರ್ತಿ, ಜಿಲ್ಲಾ ಉಸ್ತುವಾರಿ ಸಚಿವರಾದ ಕೆ. ವೆಂಕಟೇಶ್ ಅವರು ಮಾತನಾಡಿ ಕಾಡಂಚಿನ ಗ್ರಾಮಗಳ ಅಭಿವೃದ್ಧಿಗೆ ವಿಶೇಷ ಅನುದಾನ ನೀಡಬೇಕು ಎಂದರು. ಕಾಡುಪ್ರಾಣಿಗಳ ದಾಳಿಯಿಂದ ಬೆಳೆ ನಷ್ಟಕ್ಕೆ ಒಳಗಾದ ರೈತರಿಗೆ ತಕ್ಷಣ ಪರಿಹಾರ ವಿತರಿಸಬೇಕು. ಶಾಸಕರಾದ ಹೆಚ್.ಎಂ. ಗಣೇಶ್ ಪ್ರಸಾದ್ ಅವರು ಮಾತನಾಡಿ ಕಾಡಂಚಿನ ಪ್ರದೇಶದ ಸಮಸ್ಯೆಗಳನ್ನು ಸಚಿವರ ಗಮನಕ್ಕೆ ತಂದರು.	[478, 578, 604, 783]
coop-col-3: ಸಹಕಾರ ಸಂಘ, ಆದರ್ಶ ತಾಲೂಕು ಪ್ರಾಥಮಿಕ ಸಹಕಾರ ಸಂಘ, ಮಹಿಳಾ ಕೃಷಿ ಸಹಕಾರ ಸಂಘ, ರೈತರ ಸೇವಾ ಸಹಕಾರ ಸಂಘ, ಅಲ್ಪಸಂಖ್ಯಾತರ ಸಹಕಾರ ಸಂಘ ಹಾಗೂ ಇತರೆ ಸಂಘಗಳ ನೊಂದಣಿ ರದ್ದತಿಗೆ ಪ್ರಸ್ತಾವನೆ ಸಲ್ಲಿಸಲಾಗಿದೆ. ಗುಂಡ್ಲುಪೇಟೆ ತಾಲೂಕಿನ ವಿವಿಧ ಸಂಘಗಳ ಆಡಳಿತ ಮಂಡಳಿಗಳು ಸಕಾಲಕ್ಕೆ ಚುನಾವಣೆ ನಡೆಸಿಲ್ಲ.	[420, 1180, 526, 1277]
tourism-col-3: ವರ್ಷದ ಎಲ್ಲಾ ಕಾಲದಲ್ಲೂ ಪ್ರವಾಸಿಗರು ಮೈಸೂರಿಗೆ ಭೇಟಿ ನೀಡುತ್ತಾರೆ. ಪ್ರವಾಸಿ ಮಾರ್ಗದರ್ಶಿಗಳಿಗೆ ತರಬೇತಿ ನೀಡಲಾಗುವುದು. ಜಿಲ್ಲೆಯಲ್ಲಿ ಹೊಸ ಪ್ರವಾಸಿ ತಾಣಗಳನ್ನು ಗುರುತಿಸಿ ಅಭಿವೃದ್ಧಿಪಡಿಸಲಾಗುವುದು ಎಂದು ತಿಳಿಸಿದರು.	[502, 872, 644, 926]
police-headline: ಠಾಣೆಗೆ ಹೋಗಿ ದೂರು ದಾಖಲಿಸುವ ಧೈರ್ಯ ಬೆಳೆಸಿಕೊಳ್ಳಿ	[206, 65, 707, 96]
coop-headline-1: ವಿವಿಧ ಸಹಕಾರ ಸಂಘಗಳ ನೊಂದಣಿ	[141, 1090, 501, 1125]
felicitation-photo	[648, 1326, 940, 1488]
coop-photo	[140, 1248, 280, 1344]
coop-col-1: ಚಾಮರಾಜನಗರ: ಚಾಮರಾಜನಗರ ಜಿಲ್ಲಾ ವ್ಯಾಪ್ತಿಯಲ್ಲಿ ನೊಂದಣಿಯಾಗಿರುವ ಹಲವು ಸಹಕಾರ ಸಂಘಗಳು ಕಾರ್ಯನಿರ್ವಹಿಸದೆ ಸ್ಥಗಿತಗೊಂಡಿದ್ದು ಅವುಗಳ ನೊಂದಣಿ ರದ್ದುಪಡಿಸಲು ಕ್ರಮ ವಹಿಸಲಾಗಿದೆ. ಚಾಮರಾಜನಗರ ತಾಲೂಕಿನ ಹಾಲು ಉತ್ಪಾದಕರ ಸಹಕಾರ ಸಂಘ, ಮಹಿಳಾ ಸಹಕಾರ ಸಂಘ, ಹರದನಹಳ್ಳಿ ಗ್ರಾಮದ ಸಹಕಾರ ಸಂಘ, ಕಾಗಲವಾಡಿ ಗ್ರಾಮದ ಪ್ರಾಥಮಿಕ ಸಹಕಾರ ಸಂಘ, ಕೆಲ್ಲಂಬಳ್ಳಿ ಗ್ರಾಮದ ಕೈಗಾರಿಕಾ ಸಹಕಾರ ಸಂಘ ಸೇರಿದಂತೆ ವಿವಿಧ ಸಂಘಗಳು ಕಾರ್ಯನಿರ್ವಹಿಸುತ್ತಿಲ್ಲ.	[6, 1180, 136, 1309]
notice-title-1b: ಹುದ್ದೆಗಳಿಗೆ ಅರ್ಜಿ ಆಹ್ವಾನ	[4, 81, 194, 100]
